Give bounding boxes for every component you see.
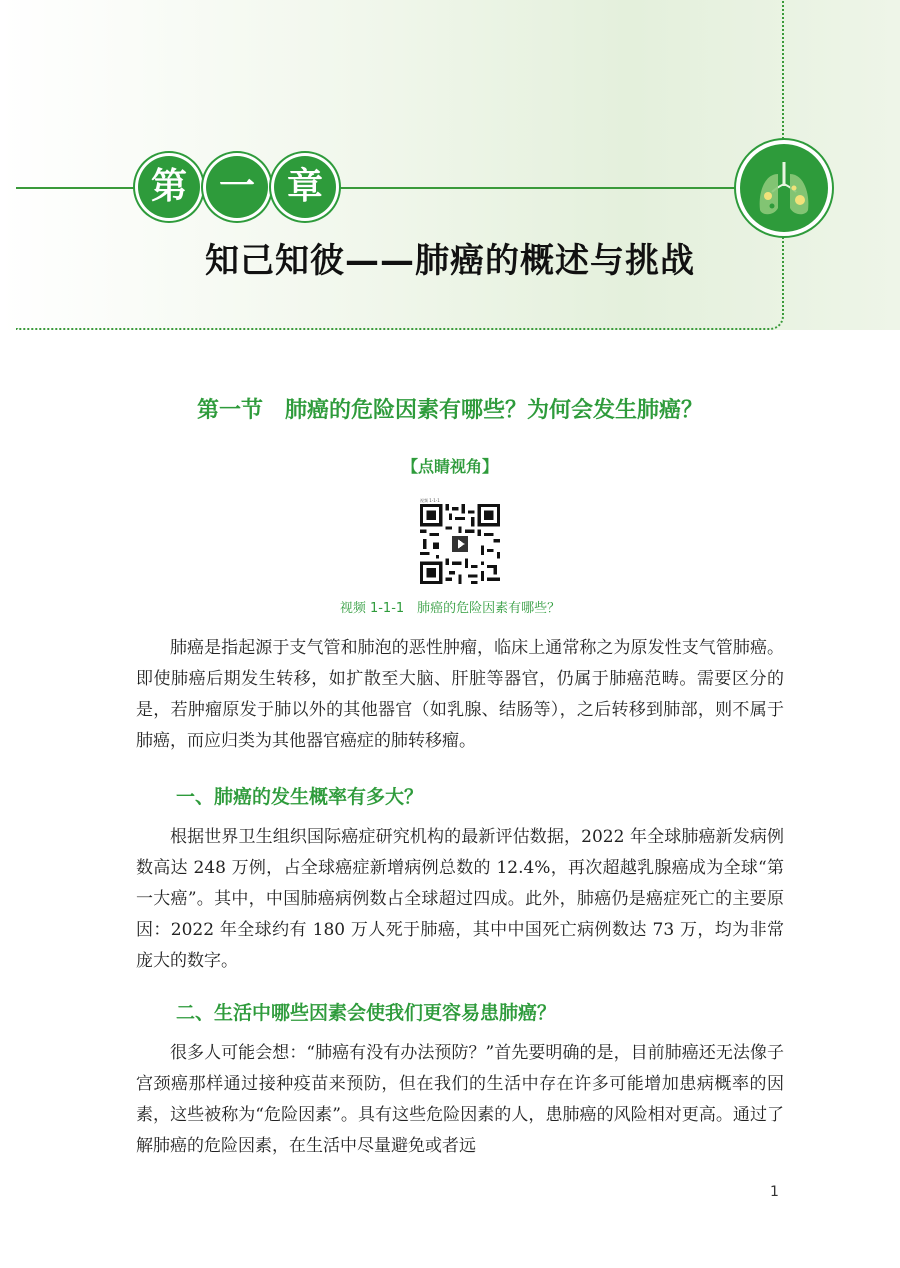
section-tag: 【点睛视角】 <box>401 457 498 476</box>
chapter-title: 知己知彼——肺癌的概述与挑战 <box>205 241 695 281</box>
page-number: 1 <box>770 1184 779 1200</box>
section-title: 第一节 肺癌的危险因素有哪些？为何会发生肺癌？ <box>196 398 703 423</box>
qr-code[interactable] <box>420 498 500 586</box>
paragraph-incidence: 根据世界卫生组织国际癌症研究机构的最新评估数据，2022 年全球肺癌新发病例数高达 248 万例，占全球癌症新增病例总数的 12.4%，再次超越乳腺癌成为全球“第一大癌”。其中，中国肺癌病例数占全球超过四成。此外，肺癌仍是癌症死亡的主要原因：2022 年全球约有 180 万人死于肺癌，其中中国死亡病例数达 73 万，均为非常庞大的数字。 <box>136 827 784 971</box>
paragraph-intro: 肺癌是指起源于支气管和肺泡的恶性肿瘤，临床上通常称之为原发性支气管肺癌。即使肺癌后期发生转移，如扩散至大脑、肝脏等器官，仍属于肺癌范畴。需要区分的是，若肿瘤原发于肺以外的其他器官（如乳腺、结肠等），之后转移到肺部，则不属于肺癌，而应归类为其他器官癌症的肺转移瘤。 <box>136 638 784 751</box>
heading-risk-factors: 二、生活中哪些因素会使我们更容易患肺癌？ <box>176 1002 557 1024</box>
chapter-badge-2: 一 <box>206 156 268 218</box>
chapter-rule-line <box>16 187 748 189</box>
qr-caption: 视频 1-1-1 肺癌的危险因素有哪些？ <box>339 601 561 616</box>
heading-incidence: 一、肺癌的发生概率有多大？ <box>176 786 424 808</box>
qr-label: 视频 1-1-1 <box>420 498 440 503</box>
paragraph-risk-factors: 很多人可能会想：“肺癌有没有办法预防？”首先要明确的是，目前肺癌还无法像子宫颈癌那样通过接种疫苗来预防，但在我们的生活中存在许多可能增加患病概率的因素，这些被称为“危险因素”。具有这些危险因素的人，患肺癌的风险相对更高。通过了解肺癌的危险因素，在生活中尽量避免或者远 <box>136 1043 784 1156</box>
chapter-badge-1: 第 <box>138 156 200 218</box>
chapter-badge-3: 章 <box>274 156 336 218</box>
lungs-icon <box>740 144 828 232</box>
qr-code-icon <box>420 504 500 584</box>
